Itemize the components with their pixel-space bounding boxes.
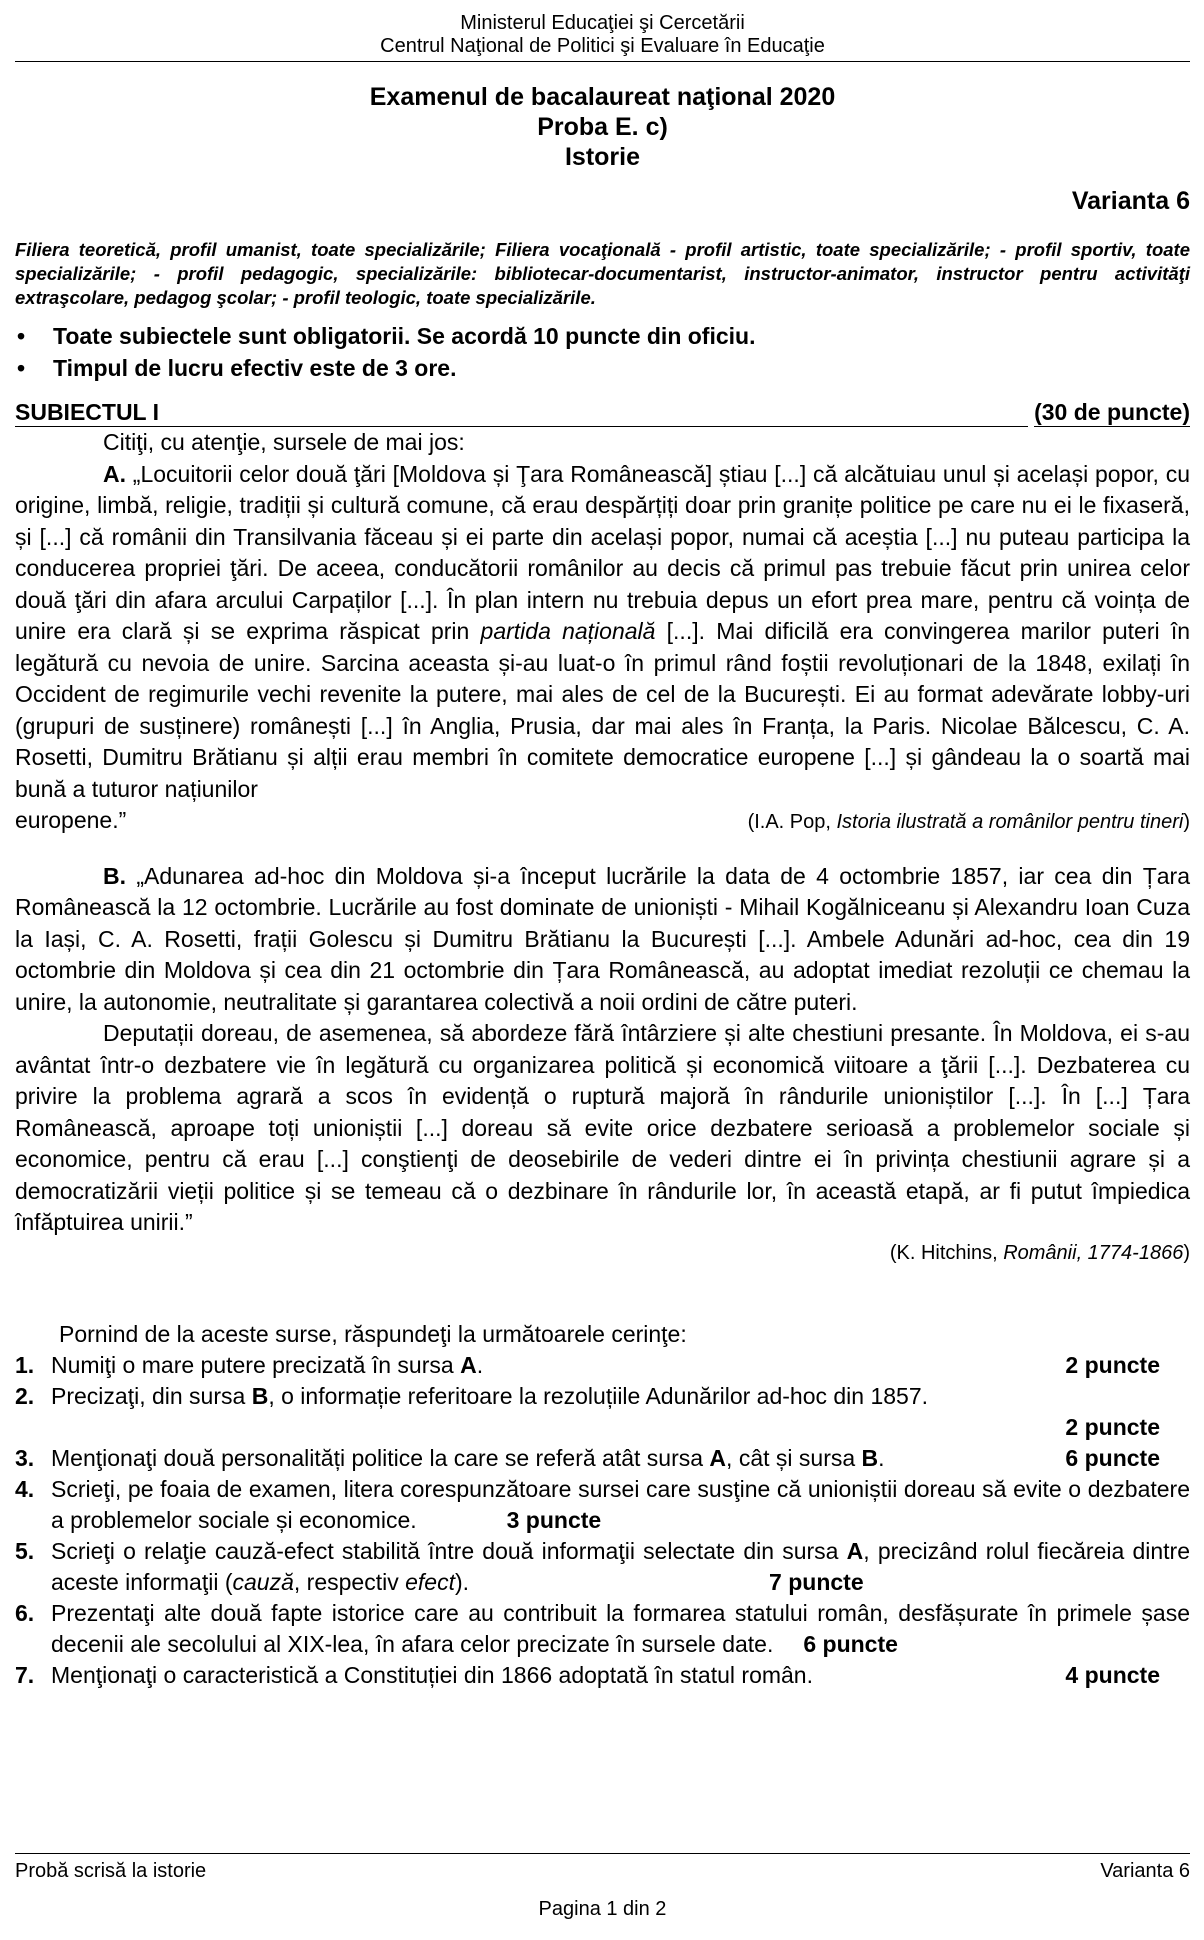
- source-b-citation: (K. Hitchins, Românii, 1774-1866): [889, 1241, 1190, 1264]
- section-points: (30 de puncte): [1034, 399, 1190, 425]
- question-item: 6. Prezentaţi alte două fapte istorice care au contribuit la formarea statului român, desfășurate în primele șase decenii ale secolului al XIX-lea, în afara celor precizate în sursele date. 6 puncte: [15, 1599, 1190, 1657]
- exam-subject: Istorie: [564, 143, 641, 171]
- section-heading: [15, 398, 1190, 427]
- source-b-paragraph-2: Deputații doreau, de asemenea, să abordeze fără întârziere și alte chestiuni presante. În Moldova, ei s-au avântat într-o dezbatere vie în legătură cu organizarea politică și economică viitoare a ţării [...]. Dezbaterea cu privire la problema agrară a scos în evidență o ruptură majoră în rândurile unioniștilor [...]. În [...] Țara Românească, aproape toți unioniștii [...] doreau să evite orice dezbatere serioasă a problemelor sociale și economice, pentru că erau [...] conştienţi de deosebirile de vederi dintre ei în privința chestiunii agrare și a democratizării vieții politice și se temeau că o dezbinare în rândurile lor, în această etapă, ar fi putut împiedica înfăptuirea unirii.”: [15, 1020, 1190, 1235]
- questions-intro: Pornind de la aceste surse, răspundeţi la următoarele cerinţe:: [59, 1320, 687, 1347]
- source-b-text: B. „Adunarea ad-hoc din Moldova și-a început lucrările la data de 4 octombrie 1857, iar cea din Țara Românească la 12 octombrie. Lucrările au fost dominate de unioniști - Mihail Kogălniceanu și Alexandru Ioan Cuza la Iași, C. A. Rosetti, frații Golescu și Dumitru Brătianu la București [...]. Ambele Adunări ad-hoc, cea din 19 octombrie din Moldova și cea din 21 octombrie din Țara Românească, au adoptat imediat rezoluții ce chemau la unire, la autonomie, neutralitate și garantarea colectivă a noii ordini de către puteri.: [15, 862, 1190, 1015]
- source-a-citation: (I.A. Pop, Istoria ilustrată a românilor pentru tineri): [747, 811, 1190, 833]
- footer-right: Varianta 6: [1100, 1860, 1190, 1882]
- question-points: 4 puncte: [1065, 1661, 1160, 1688]
- question-item: 2. Precizaţi, din sursa B, o informație referitoare la rezoluțiile Adunărilor ad-hoc din 1857. 2 puncte: [15, 1382, 1160, 1440]
- questions-list: [15, 1350, 1190, 1691]
- variant-label: Varianta 6: [1071, 187, 1190, 215]
- exam-proba: Proba E. c): [537, 113, 668, 141]
- question-item: 3. Menţionaţi două personalități politice la care se referă atât sursa A, cât și sursa B. 6 puncte: [15, 1443, 1190, 1474]
- instruction-item: • Toate subiectele sunt obligatorii. Se acordă 10 puncte din oficiu.: [15, 320, 1190, 352]
- filiera-text: Filiera teoretică, profil umanist, toate specializările; Filiera vocaţională - profil artistic, toate specializările; - profil sportiv, toate specializările; - profil pedagogic, specializările: bibliotecar-documentarist, instructor-animator, instructor pentru activităţi extraşcolare, pedagog şcolar; - profil teologic, toate specializările.: [15, 239, 1190, 308]
- source-a-text: A. „Locuitorii celor două ţări [Moldova și Ţara Românească] știau [...] că alcătuiau unul și același popor, cu origine, limbă, religie, tradiții și cultură comune, că erau despărțiți doar prin granițe politice pe care nu ei le fixaseră, și [...] că românii din Transilvania făceau și ei parte din același popor, numai că aceștia [...] nu puteau participa la conducerea propriei ţări. De aceea, conducătorii românilor au decis că primul pas trebuie făcut prin unirea celor două ţări din afara arcului Carpaților [...]. În plan intern nu trebuia depus un efort prea mare, pentru că voința de unire era clară și se exprima răspicat prin partida națională [...]. Mai dificilă era convingerea marilor puteri în legătură cu nevoia de unire. Sarcina aceasta și-au luat-o în primul rând foștii revoluționari de la 1848, exilați în Occident de regimurile vechi revenite la putere, mai ales de cel de la București. Ei au format adevărate lobby-uri (grupuri de susținere) românești [...] în Anglia, Prusia, dar mai ales în Franța, la Paris. Nicolae Bălcescu, C. A. Rosetti, Dumitru Brătianu și alții erau membri în comitete democratice europene [...] și gândeau la o soartă mai bună a tuturor națiunilor: [15, 460, 1191, 802]
- question-item: 5. Scrieţi o relaţie cauză-efect stabilită între două informaţii selectate din sursa A, precizând rolul fiecăreia dintre aceste informaţii (cauză, respectiv efect). 7 puncte: [15, 1537, 1190, 1595]
- question-points: 6 puncte: [1065, 1444, 1160, 1471]
- header-rule: [15, 61, 1190, 62]
- page-header: [15, 12, 1190, 58]
- page-footer: [15, 1853, 1190, 1883]
- bullet-icon: •: [17, 323, 26, 349]
- page-number: Pagina 1 din 2: [538, 1898, 667, 1920]
- center-name: Centrul Naţional de Politici şi Evaluare în Educaţie: [380, 35, 825, 57]
- instructions-list: [15, 320, 1190, 384]
- question-points: 6 puncte: [803, 1630, 898, 1657]
- section-title: SUBIECTUL I: [15, 398, 1028, 427]
- exam-title-block: [15, 82, 1190, 172]
- exam-page: [15, 0, 1190, 1940]
- exam-title: Examenul de bacalaureat naţional 2020: [369, 83, 836, 111]
- instruction-item: • Timpul de lucru efectiv este de 3 ore.: [15, 352, 1190, 384]
- question-points: 2 puncte: [1065, 1413, 1160, 1440]
- footer-left: Probă scrisă la istorie: [15, 1860, 207, 1882]
- question-item: 7. Menţionaţi o caracteristică a Constituției din 1866 adoptată în statul român. 4 puncte: [15, 1660, 1190, 1691]
- question-points: 3 puncte: [506, 1506, 602, 1533]
- question-points: 7 puncte: [769, 1568, 864, 1595]
- question-item: 4. Scrieţi, pe foaia de examen, litera corespunzătoare sursei care susţine că unioniștii doreau să evite o dezbatere a problemelor sociale și economice. 3 puncte: [15, 1475, 1190, 1533]
- sources-intro: Citiţi, cu atenţie, sursele de mai jos:: [103, 429, 465, 455]
- question-item: 1. Numiţi o mare putere precizată în sursa A. 2 puncte: [15, 1350, 1190, 1381]
- ministry-name: Ministerul Educaţiei şi Cercetării: [460, 12, 745, 34]
- bullet-icon: •: [17, 355, 26, 381]
- question-points: 2 puncte: [1065, 1351, 1160, 1378]
- source-a-last-line: europene.” (I.A. Pop, Istoria ilustrată a românilor pentru tineri): [15, 805, 1190, 839]
